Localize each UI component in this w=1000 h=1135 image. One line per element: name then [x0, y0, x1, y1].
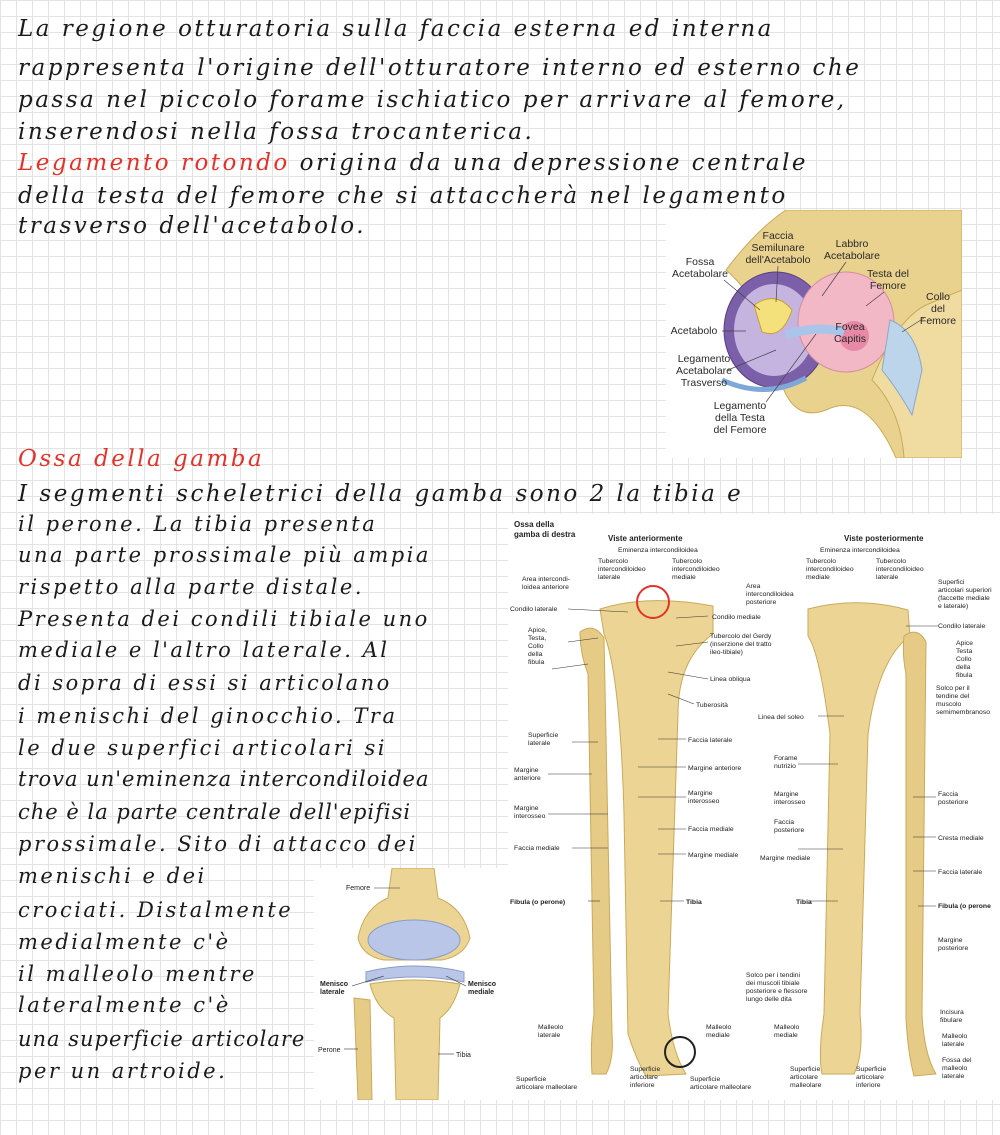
label-text: mediale: [806, 574, 830, 581]
label-text: (faccette mediale: [938, 595, 990, 602]
label-text: Margine: [514, 767, 539, 774]
note-text: origina da una depressione centrale: [289, 150, 809, 176]
note-line: della testa del femore che si attaccherà nel legamento: [18, 183, 788, 209]
label-text: semimembranoso: [936, 709, 991, 716]
tibia-shape: [370, 980, 460, 1100]
view-heading-anterior: Viste anteriormente: [608, 534, 683, 543]
tibia-anterior: [600, 601, 713, 1076]
label-text: Menisco: [468, 981, 497, 988]
note-line: medialmente c'è: [18, 930, 231, 954]
tibia-fibula-figure: [508, 514, 1000, 1100]
note-line: i menischi del ginocchio. Tra: [18, 704, 398, 728]
label-text: Superficie: [630, 1066, 661, 1073]
note-line: prossimale. Sito di attacco dei: [18, 832, 418, 856]
note-line: trasverso dell'acetabolo.: [18, 213, 367, 239]
label-text: mediale: [468, 989, 495, 996]
label-text: Labbro: [835, 238, 869, 250]
fibula-posterior: [903, 632, 936, 1076]
label-text: fibula: [528, 659, 545, 666]
label-text: laterale: [942, 1041, 965, 1048]
label-text: Acetabolare: [671, 268, 729, 280]
note-line: inserendosi nella fossa trocanterica.: [18, 119, 535, 145]
label-text: Tubercolo: [598, 558, 628, 565]
label-text: Area: [746, 583, 761, 590]
label-text: laterale: [528, 740, 551, 747]
label-text: Superficie: [528, 732, 559, 739]
label-text: Eminenza intercondiloidea: [820, 547, 900, 554]
label-text: Tubercolo del Gerdy: [710, 633, 772, 640]
label-text: Cresta mediale: [938, 835, 984, 842]
label-text: fibulare: [940, 1017, 963, 1024]
figure-title: gamba di destra: [514, 530, 576, 539]
note-line: una superficie articolare: [18, 1027, 306, 1051]
label-text: Incisura: [940, 1009, 964, 1016]
label-text: mediale: [672, 574, 696, 581]
note-line-ligament: [18, 150, 808, 176]
label-text: Fossa: [685, 256, 715, 268]
label-text: Femore: [869, 280, 907, 292]
label-text: Tibia: [456, 1052, 471, 1059]
label-text: interosseo: [688, 798, 720, 805]
label-text: Legamento: [677, 353, 731, 365]
label-text: articolare malleolare: [690, 1084, 752, 1091]
label-text: Superficie: [790, 1066, 821, 1073]
label-text: Malleolo: [538, 1024, 564, 1031]
label-text: posteriore: [774, 827, 805, 834]
label-text: Margine: [688, 790, 713, 797]
note-line: il malleolo mentre: [18, 962, 257, 986]
note-line: lateralmente c'è: [18, 993, 231, 1017]
label-text: articolare: [790, 1074, 818, 1081]
tibia-posterior: [808, 603, 910, 1074]
label-text: posteriore: [746, 599, 777, 606]
label-text: tendine del: [936, 693, 970, 700]
label-text: articolari superiori: [938, 587, 992, 594]
label-text: Tubercolo: [876, 558, 906, 565]
note-line: che è la parte centrale dell'epifisi: [18, 800, 412, 824]
label-text: Capitis: [833, 333, 867, 345]
knee-joint-figure: [314, 868, 508, 1100]
label-text: Faccia laterale: [688, 737, 733, 744]
label-text: Tuberosità: [696, 702, 728, 709]
note-line: le due superfici articolari si: [18, 736, 388, 760]
label-text: intercondiloideo: [672, 566, 720, 573]
view-heading-posterior: Viste posteriormente: [844, 534, 924, 543]
section-heading-leg: Ossa della gamba: [18, 446, 265, 472]
note-line: I segmenti scheletrici della gamba sono 2 la tibia e: [18, 481, 744, 507]
label-text: Collo: [956, 656, 972, 663]
label-text: Margine: [938, 937, 963, 944]
label-text: laterale: [320, 989, 345, 996]
label-text: Fibula (o perone: [938, 903, 991, 910]
label-text: Linea del soleo: [758, 714, 804, 721]
label-text: interosseo: [774, 799, 806, 806]
label-text: Fovea: [835, 321, 865, 333]
label-text: Margine: [514, 805, 539, 812]
label-text: Solco per il: [936, 685, 970, 692]
label-text: Legamento: [713, 400, 767, 412]
label-text: lungo delle dita: [746, 996, 792, 1003]
label-text: della Testa: [714, 412, 766, 424]
hip-joint-figure: [666, 210, 962, 458]
label-text: malleolo: [942, 1065, 968, 1072]
label-text: Trasverso: [680, 377, 728, 389]
ligament-heading: Legamento rotondo: [18, 150, 290, 176]
label-text: Femore: [346, 885, 371, 892]
note-line: trova un'eminenza intercondiloidea: [18, 767, 430, 791]
label-text: Femore: [919, 315, 957, 327]
note-line: crociati. Distalmente: [18, 898, 294, 922]
label-text: Condilo laterale: [938, 623, 986, 630]
label-text: articolare malleolare: [516, 1084, 578, 1091]
note-line: menischi e dei: [18, 864, 207, 888]
label-text: Tubercolo: [806, 558, 836, 565]
label-text: Superfici: [938, 579, 965, 586]
label-text: Fossa del: [942, 1057, 972, 1064]
note-line: una parte prossimale più ampia: [18, 543, 431, 567]
note-line: mediale e l'altro laterale. Al: [18, 638, 390, 662]
label-text: Collo: [926, 291, 950, 303]
label-text: intercondiloideo: [876, 566, 924, 573]
label-text: malleolare: [790, 1082, 822, 1089]
label-text: Perone: [318, 1047, 341, 1054]
label-text: Margine mediale: [688, 852, 739, 859]
label-text: laterale: [538, 1032, 561, 1039]
label-text: Apice: [956, 640, 974, 647]
label-text: intercondiloideo: [806, 566, 854, 573]
label-text: anteriore: [514, 775, 541, 782]
label-text: Superficie: [856, 1066, 887, 1073]
label-text: Faccia: [762, 230, 794, 242]
label-text: Tibia: [796, 899, 812, 906]
label-text: ileo-tibiale): [710, 649, 743, 656]
label-text: Solco per i tendini: [746, 972, 801, 979]
label-text: posteriore e flessore: [746, 988, 808, 995]
label-text: intercondiloideo: [598, 566, 646, 573]
label-text: Semilunare: [751, 242, 805, 254]
label-text: Acetabolare: [675, 365, 733, 377]
label-text: Faccia mediale: [688, 826, 734, 833]
label-text: mediale: [774, 1032, 798, 1039]
note-line: Presenta dei condili tibiale uno: [18, 607, 430, 631]
label-text: laterale: [876, 574, 899, 581]
label-text: Testa del: [866, 268, 910, 280]
label-text: dei muscoli tibiale: [746, 980, 800, 987]
label-text: Testa,: [528, 635, 547, 642]
label-text: Forame: [774, 755, 798, 762]
note-line: il perone. La tibia presenta: [18, 512, 378, 536]
label-text: articolare: [856, 1074, 884, 1081]
label-text: intercondiloidea: [746, 591, 794, 598]
label-text: Apice,: [528, 627, 547, 634]
note-line: rappresenta l'origine dell'otturatore interno ed esterno che: [18, 55, 862, 81]
label-text: mediale: [706, 1032, 730, 1039]
label-text: Faccia: [938, 791, 959, 798]
label-text: Margine anteriore: [688, 765, 742, 772]
label-text: laterale: [598, 574, 621, 581]
label-text: dell'Acetabolo: [745, 254, 811, 266]
label-text: Collo: [528, 643, 544, 650]
label-text: Malleolo: [942, 1033, 968, 1040]
note-line: per un artroide.: [18, 1059, 228, 1083]
label-text: del: [930, 303, 946, 315]
label-text: posteriore: [938, 799, 969, 806]
label-text: del Femore: [713, 424, 767, 436]
label-text: Condilo mediale: [712, 614, 761, 621]
label-text: loidea anteriore: [522, 584, 569, 591]
label-text: Superficie: [690, 1076, 721, 1083]
label-text: interosseo: [514, 813, 546, 820]
label-text: Eminenza intercondiloidea: [618, 547, 698, 554]
label-text: Tubercolo: [672, 558, 702, 565]
label-text: Testa: [956, 648, 973, 655]
label-text: Faccia: [774, 819, 795, 826]
label-text: Linea obliqua: [710, 676, 751, 683]
label-text: e laterale): [938, 603, 969, 610]
fibula-anterior: [580, 628, 612, 1074]
label-text: Fibula (o perone): [510, 899, 566, 906]
label-text: Faccia laterale: [938, 869, 983, 876]
figure-title: Ossa della: [514, 520, 555, 529]
label-text: Condilo laterale: [510, 606, 558, 613]
label-text: della: [528, 651, 543, 658]
label-text: nutrizio: [774, 763, 796, 770]
label-text: articolare: [630, 1074, 658, 1081]
label-text: inferiore: [630, 1082, 655, 1089]
label-text: Margine: [774, 791, 799, 798]
label-text: della: [956, 664, 971, 671]
label-text: Faccia mediale: [514, 845, 560, 852]
label-text: Margine mediale: [760, 855, 811, 862]
hip-joint-illustration: [666, 210, 962, 458]
label-text: Superficie: [516, 1076, 547, 1083]
note-line: di sopra di essi si articolano: [18, 671, 392, 695]
note-line: La regione otturatoria sulla faccia esterna ed interna: [18, 16, 774, 42]
tibia-fibula-illustration: [508, 514, 1000, 1100]
label-text: muscolo: [936, 701, 962, 708]
label-text: Area intercondi-: [522, 576, 570, 583]
note-line: rispetto alla parte distale.: [18, 575, 365, 599]
label-text: posteriore: [938, 945, 969, 952]
label-text: inferiore: [856, 1082, 881, 1089]
label-text: laterale: [942, 1073, 965, 1080]
label-text: Malleolo: [706, 1024, 732, 1031]
label-text: Malleolo: [774, 1024, 800, 1031]
label-text: fibula: [956, 672, 973, 679]
note-line: passa nel piccolo forame ischiatico per arrivare al femore,: [18, 87, 847, 113]
label-text: Menisco: [320, 981, 349, 988]
knee-joint-illustration: [314, 868, 508, 1100]
label-text: Acetabolo: [670, 325, 718, 337]
label-text: (inserzione del tratto: [710, 641, 772, 648]
label-text: Acetabolare: [823, 250, 881, 262]
label-text: Tibia: [686, 899, 702, 906]
